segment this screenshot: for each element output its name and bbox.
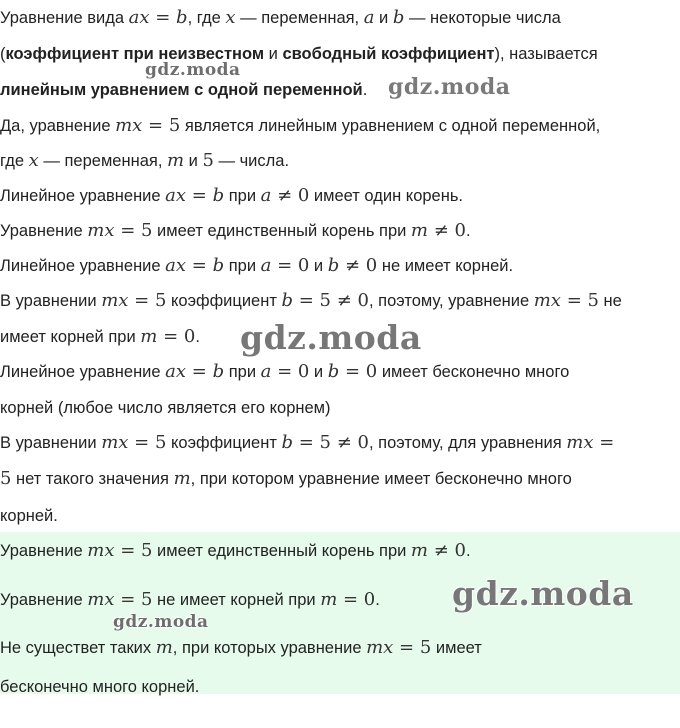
formula: b bbox=[327, 255, 340, 276]
watermark: gdz.moda bbox=[240, 318, 422, 357]
text-line-2: (коэффициент при неизвестном и свободный коэффициент), называется bbox=[0, 45, 598, 63]
formula: m bbox=[410, 540, 428, 561]
variable: m bbox=[173, 468, 191, 489]
formula: b bbox=[327, 361, 340, 382]
formula: ax bbox=[165, 255, 187, 276]
bold-term: коэффициент при неизвестном bbox=[5, 45, 265, 63]
watermark: gdz.moda bbox=[388, 74, 511, 100]
formula: mx bbox=[87, 220, 115, 241]
formula: m bbox=[320, 589, 338, 610]
formula: a bbox=[260, 361, 272, 382]
formula: b bbox=[281, 290, 294, 311]
text-line-1: Уравнение вида ax = b, где x — переменная, a и b — некоторые числа bbox=[0, 7, 561, 28]
formula: ax bbox=[128, 7, 150, 28]
answer-line-1: Уравнение mx = 5 имеет единственный корень при m ≠ 0. bbox=[0, 540, 471, 561]
text-line-15: корней. bbox=[0, 507, 58, 525]
formula: b bbox=[281, 432, 294, 453]
text-line-5: где x — переменная, m и 5 — числа. bbox=[0, 150, 290, 171]
text-line-11: Линейное уравнение ax = b при a = 0 и b = 0 имеет бесконечно много bbox=[0, 361, 570, 382]
formula: mx bbox=[87, 540, 115, 561]
text-line-13: В уравнении mx = 5 коэффициент b = 5 ≠ 0, поэтому, для уравнения mx = bbox=[0, 432, 615, 453]
text-line-14: 5 нет такого значения m, при котором уравнение имеет бесконечно много bbox=[0, 468, 572, 489]
formula: a bbox=[260, 255, 272, 276]
text-line-12: корней (любое число является его корнем) bbox=[0, 399, 331, 417]
variable: x bbox=[28, 150, 39, 171]
watermark: gdz.moda bbox=[452, 574, 634, 613]
watermark: gdz.moda bbox=[145, 60, 241, 80]
text-line-10: имеет корней при m = 0. bbox=[0, 326, 200, 347]
formula: mx bbox=[101, 432, 129, 453]
text-line-6: Линейное уравнение ax = b при a ≠ 0 имеет один корень. bbox=[0, 185, 464, 206]
answer-line-2: Уравнение mx = 5 не имеет корней при m = 0. bbox=[0, 589, 380, 610]
text-line-4: Да, уравнение mx = 5 является линейным уравнением с одной переменной, bbox=[0, 115, 601, 136]
text-line-8: Линейное уравнение ax = b при a = 0 и b ≠ 0 не имеет корней. bbox=[0, 255, 514, 276]
watermark: gdz.moda bbox=[113, 612, 209, 632]
text-line-7: Уравнение mx = 5 имеет единственный корень при m ≠ 0. bbox=[0, 220, 471, 241]
formula: ax bbox=[165, 185, 187, 206]
formula: ax bbox=[165, 361, 187, 382]
formula: mx bbox=[533, 290, 561, 311]
answer-line-4: бесконечно много корней. bbox=[0, 678, 200, 696]
formula: mx bbox=[566, 432, 594, 453]
text-line-3: линейным уравнением с одной переменной. bbox=[0, 81, 368, 99]
answer-line-3: Не существет таких m, при которых уравнение mx = 5 имеет bbox=[0, 637, 482, 658]
formula: mx bbox=[115, 115, 143, 136]
bold-term: свободный коэффициент bbox=[282, 45, 495, 63]
variable: b bbox=[392, 7, 405, 28]
formula: mx bbox=[87, 589, 115, 610]
bold-term: линейным уравнением с одной переменной bbox=[0, 81, 363, 99]
formula: a bbox=[260, 185, 272, 206]
formula: m bbox=[410, 220, 428, 241]
number: 5 bbox=[202, 150, 214, 171]
number: 5 bbox=[0, 468, 12, 489]
variable: x bbox=[225, 7, 236, 28]
formula: mx bbox=[101, 290, 129, 311]
text-line-9: В уравнении mx = 5 коэффициент b = 5 ≠ 0, поэтому, уравнение mx = 5 не bbox=[0, 290, 622, 311]
variable: m bbox=[167, 150, 185, 171]
variable: m bbox=[155, 637, 173, 658]
formula: m bbox=[140, 326, 158, 347]
formula: mx bbox=[366, 637, 394, 658]
variable: a bbox=[363, 7, 375, 28]
